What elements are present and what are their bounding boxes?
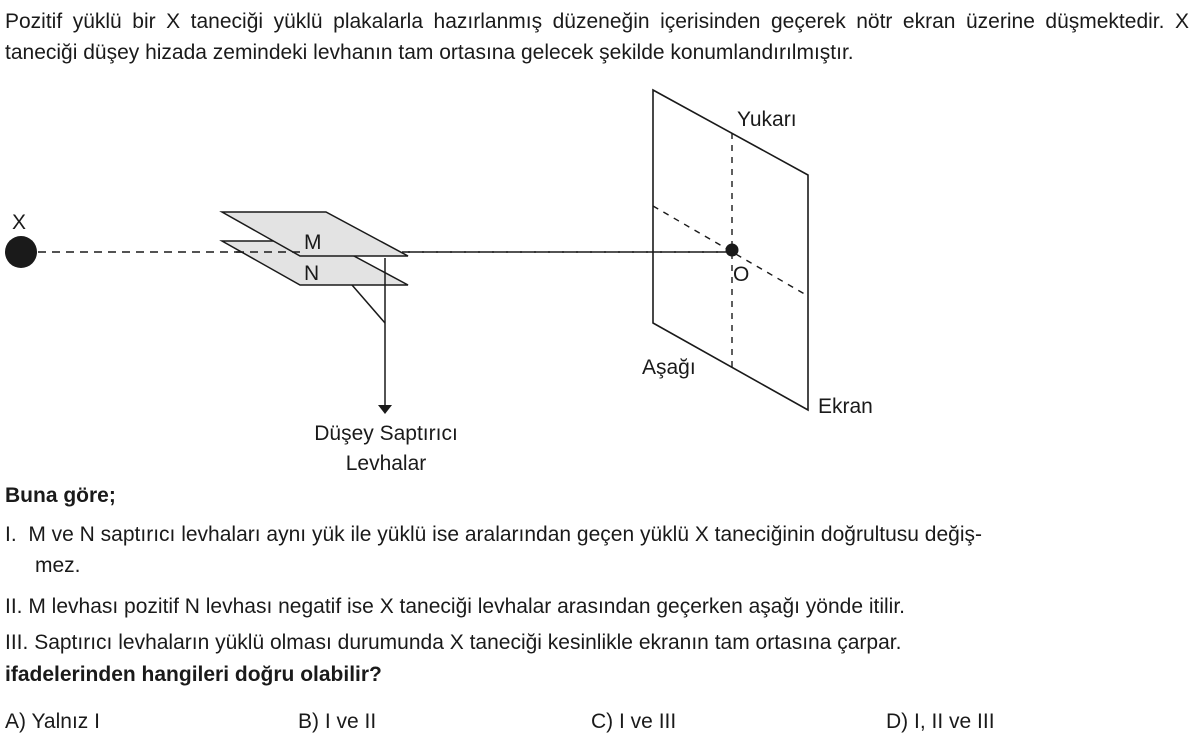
screen-bottom-label: Aşağı xyxy=(642,356,696,379)
option-a[interactable] xyxy=(5,706,100,737)
plate-n-label: N xyxy=(304,262,320,285)
option-d[interactable] xyxy=(886,706,995,737)
statement-3-text: Saptırıcı levhaların yüklü olması durumunda X taneciği kesinlikle ekranın tam ortasına çarpar. xyxy=(34,631,902,654)
statement-2-number: II. xyxy=(5,595,23,618)
statement-3 xyxy=(5,627,1189,658)
option-b[interactable] xyxy=(298,706,376,737)
option-b-text: I ve II xyxy=(324,710,377,733)
deflector-label-line1: Düşey Saptırıcı xyxy=(314,422,458,445)
statement-1-text: M ve N saptırıcı levhaları aynı yük ile yüklü ise aralarından geçen yüklü X taneciğinin doğrultusu değiş- xyxy=(28,523,983,546)
screen-center-point xyxy=(726,244,739,257)
option-d-letter: D) xyxy=(886,710,909,733)
statement-2 xyxy=(5,591,1189,622)
statement-1 xyxy=(5,519,1189,581)
question-ask: ifadelerinden hangileri doğru olabilir? xyxy=(5,663,382,686)
screen-label: Ekran xyxy=(818,395,873,418)
option-a-letter: A) xyxy=(5,710,26,733)
question-lead: Buna göre; xyxy=(5,484,116,507)
particle-x-label: X xyxy=(12,211,27,234)
option-c[interactable] xyxy=(591,706,676,737)
option-d-text: I, II ve III xyxy=(914,710,995,733)
statement-1-number: I. xyxy=(5,523,17,546)
deflector-arrow-head xyxy=(378,405,392,414)
screen-center-label: O xyxy=(733,263,750,286)
plate-support-brace xyxy=(352,285,385,323)
statement-3-number: III. xyxy=(5,631,29,654)
plate-m-label: M xyxy=(304,231,322,254)
screen-top-label: Yukarı xyxy=(737,108,797,131)
option-c-letter: C) xyxy=(591,710,614,733)
statement-2-text: M levhası pozitif N levhası negatif ise X taneciği levhalar arasından geçerken aşağı yönde itilir. xyxy=(28,595,906,618)
question-intro: Pozitif yüklü bir X taneciği yüklü plakalarla hazırlanmış düzeneğin içerisinden geçerek nötr ekran üzerine düşmektedir. X taneciği düşey hizada zemindeki levhanın tam ortasına gelecek şekilde konumlandırılmıştır. xyxy=(5,10,1189,64)
option-b-letter: B) xyxy=(298,710,319,733)
statement-1-continuation: mez. xyxy=(35,554,81,577)
deflector-label-line2: Levhalar xyxy=(345,452,427,475)
option-c-text: I ve III xyxy=(619,710,677,733)
particle-x xyxy=(5,236,37,268)
answer-options xyxy=(5,706,1189,737)
option-a-text: Yalnız I xyxy=(31,710,100,733)
